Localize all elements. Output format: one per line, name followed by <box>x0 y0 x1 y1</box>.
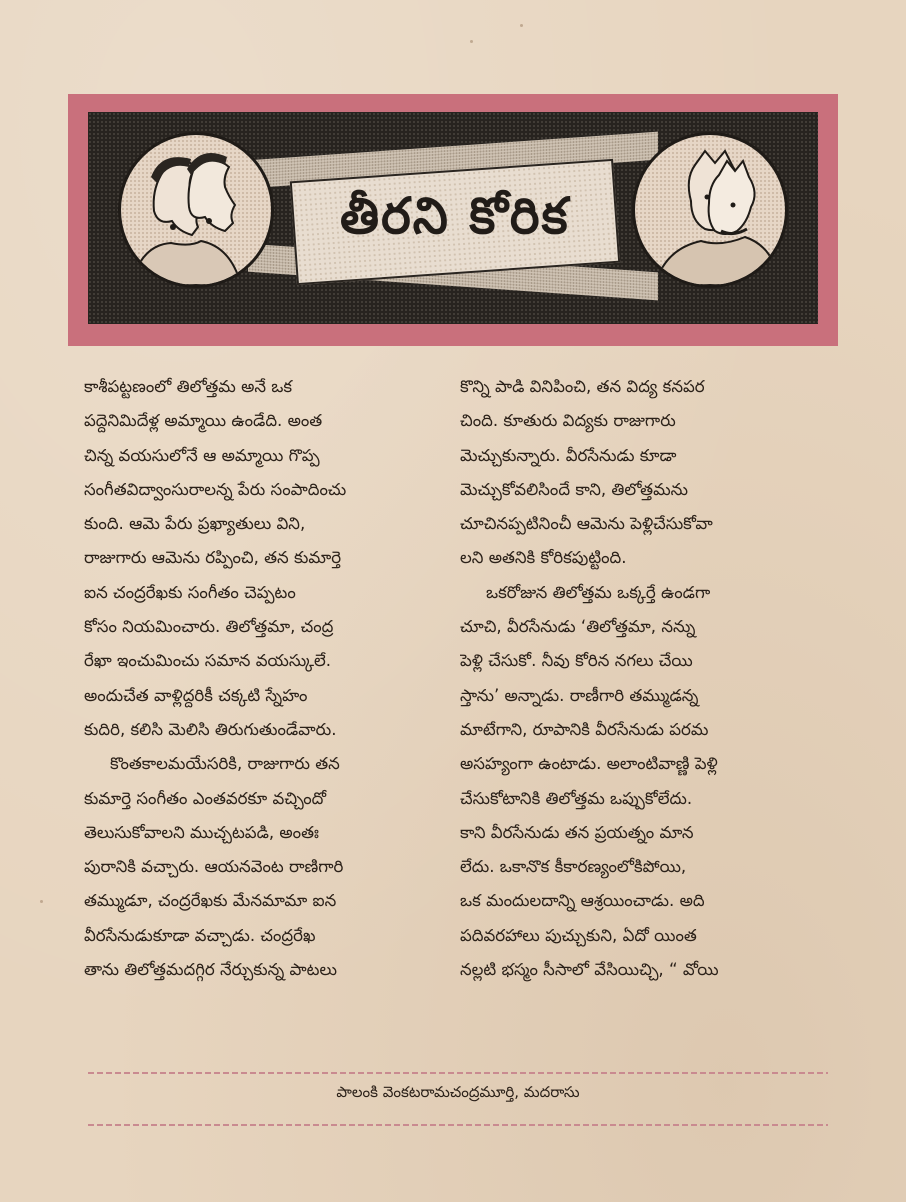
text-line: చింది. కూతురు విద్యకు రాజుగారు <box>460 411 676 431</box>
banner-dark-panel <box>88 112 818 324</box>
text-line: లేదు. ఒకానొక కీకారణ్యంలోకిపోయి, <box>460 857 687 877</box>
text-line: కాశీపట్టణంలో తిలోత్తమ అనే ఒక <box>84 377 293 396</box>
text-line: చేసుకోటానికి తిలోత్తమ ఒప్పుకోలేదు. <box>460 788 693 808</box>
text-line: కుమార్తె సంగీతం ఎంతవరకూ వచ్చిందో <box>84 788 327 808</box>
text-line: ఒక మందులదాన్ని ఆశ్రయించాడు. అది <box>460 891 705 911</box>
text-line: మెచ్చుకోవలిసిందే కాని, తిలోత్తమను <box>460 479 689 499</box>
text-line: చిన్న వయసులోనే ఆ అమ్మాయి గొప్ప <box>84 445 320 465</box>
text-line: తాను తిలోత్తమదగ్గిర నేర్చుకున్న పాటలు <box>84 960 337 980</box>
text-line: పెళ్లి చేసుకో. నీవు కోరిన నగలు చేయి <box>460 651 693 671</box>
text-line: మెచ్చుకున్నారు. వీరసేనుడు కూడా <box>460 445 677 465</box>
men-illustration-icon <box>635 135 785 285</box>
text-line: తెలుసుకోవాలని ముచ్చటపడి, అంతః <box>84 822 319 842</box>
text-line: వీరసేనుడుకూడా వచ్చాడు. చంద్రరేఖ <box>84 925 316 945</box>
text-line: పద్దెనిమిదేళ్ల అమ్మాయి ఉండేది. అంత <box>84 411 323 431</box>
text-line: తమ్ముడూ, చంద్రరేఖకు మేనమామా ఐన <box>84 891 337 911</box>
paper-speck <box>520 24 523 27</box>
left-column <box>84 370 441 987</box>
women-illustration-icon <box>121 135 271 285</box>
portrait-two-men-illustration <box>632 132 788 288</box>
text-line: ఒకరోజున తిలోత్తమ ఒక్కర్తే ఉండగా <box>486 582 711 602</box>
story-title: తీరని కోరిక <box>340 186 570 245</box>
text-line: లని అతనికి కోరికపుట్టింది. <box>460 548 627 568</box>
text-line: ఐన చంద్రరేఖకు సంగీతం చెప్పటం <box>84 582 296 602</box>
text-line: కాని వీరసేనుడు తన ప్రయత్నం మాన <box>460 822 694 842</box>
text-line: కుదిరి, కలిసి మెలిసి తిరుగుతుండేవారు. <box>84 719 337 739</box>
right-column <box>460 370 817 987</box>
text-line: రేఖా ఇంచుమించు సమాన వయస్కులే. <box>84 651 332 671</box>
author-byline: పాలంకి వెంకటరామచంద్రమూర్తి, మదరాసు <box>336 1083 580 1101</box>
title-banner <box>68 94 838 346</box>
portrait-two-women-illustration <box>118 132 274 288</box>
text-line: కొంతకాలమయేసరికి, రాజుగారు తన <box>110 754 340 774</box>
text-line: రాజుగారు ఆమెను రప్పించి, తన కుమార్తె <box>84 548 342 568</box>
text-line: సంగీతవిద్వాంసురాలన్న పేరు సంపాదించు <box>84 479 347 499</box>
footer-divider-top <box>88 1072 828 1074</box>
text-line: అసహ్యంగా ఉంటాడు. అలాంటివాణ్ణి పెళ్లి <box>460 754 718 774</box>
paper-speck <box>470 40 473 43</box>
text-line: కొన్ని పాడి వినిపించి, తన విద్య కనపర <box>460 377 705 396</box>
text-line: పదివరహాలు పుచ్చుకుని, ఏదో యింత <box>460 925 697 945</box>
footer-divider-bottom <box>88 1124 828 1126</box>
article-body <box>84 370 844 980</box>
text-line: కుంది. ఆమె పేరు ప్రఖ్యాతులు విని, <box>84 514 306 534</box>
text-line: స్తాను’ అన్నాడు. రాణీగారి తమ్ముడన్న <box>460 685 699 705</box>
text-line: కోసం నియమించారు. తిలోత్తమా, చంద్ర <box>84 617 334 637</box>
text-line: మాటేగాని, రూపానికి వీరసేనుడు పరమ <box>460 719 709 739</box>
paper-speck <box>40 900 43 903</box>
text-line: చూచినప్పటినించీ ఆమెను పెళ్లిచేసుకోవా <box>460 514 713 534</box>
text-line: అందుచేత వాళ్లిద్దరికీ చక్కటి స్నేహం <box>84 685 308 705</box>
text-line: చూచి, వీరసేనుడు ‘తిలోత్తమా, నన్ను <box>460 617 696 637</box>
text-line: పురానికి వచ్చారు. ఆయనవెంట రాణిగారి <box>84 857 344 877</box>
text-line: నల్లటి భస్మం సీసాలో వేసియిచ్చి, “ వోయి <box>460 960 719 980</box>
